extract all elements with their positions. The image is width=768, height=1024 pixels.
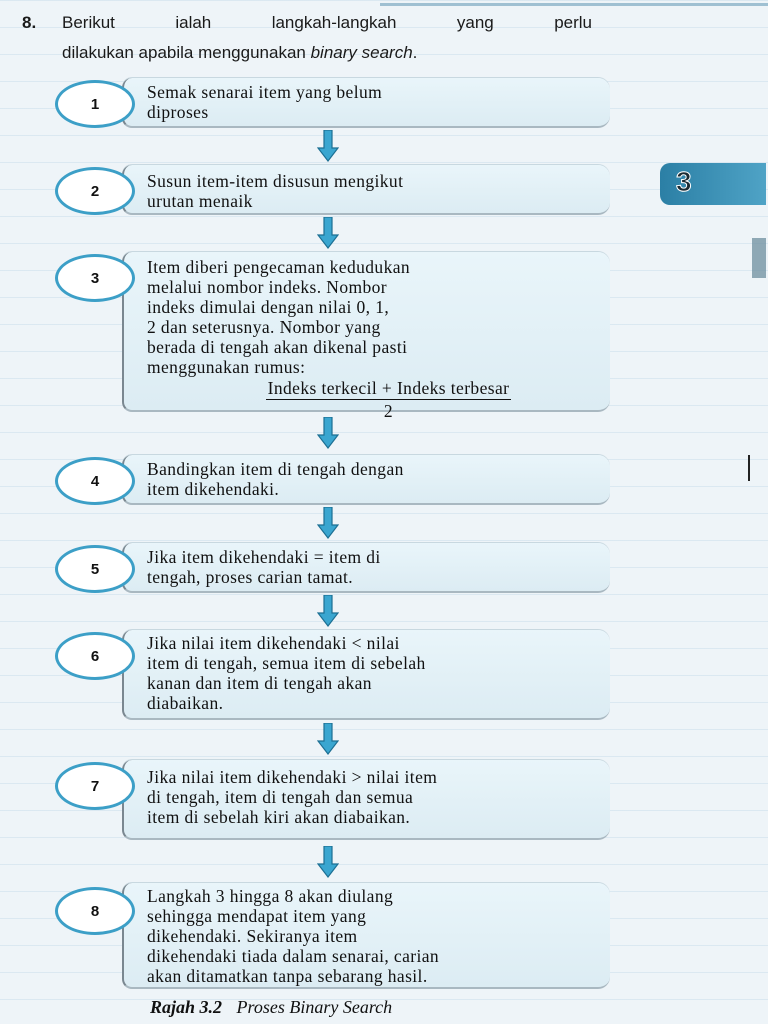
step-line: dikehendaki. Sekiranya item bbox=[147, 926, 358, 946]
down-arrow-icon bbox=[317, 723, 339, 755]
formula bbox=[147, 378, 600, 421]
step-text bbox=[147, 767, 600, 827]
step-number-circle: 6 bbox=[55, 632, 135, 680]
step-number-circle: 7 bbox=[55, 762, 135, 810]
down-arrow-icon bbox=[317, 595, 339, 627]
question-line-2-suffix: . bbox=[412, 43, 418, 62]
step-line: melalui nombor indeks. Nombor bbox=[147, 277, 388, 297]
step-line: Jika item dikehendaki = item di bbox=[147, 547, 381, 567]
step-line: indeks dimulai dengan nilai 0, 1, bbox=[147, 297, 390, 317]
step-line: Item diberi pengecaman kedudukan bbox=[147, 257, 411, 277]
caption-label: Rajah 3.2 bbox=[150, 997, 223, 1017]
step-4 bbox=[55, 455, 610, 505]
question-line-1: Berikut ialah langkah-langkah yang perlu bbox=[62, 13, 592, 32]
step-number-circle: 5 bbox=[55, 545, 135, 593]
step-line: Jika nilai item dikehendaki < nilai bbox=[147, 633, 400, 653]
step-text bbox=[147, 459, 600, 499]
step-text bbox=[147, 547, 600, 587]
step-line: dikehendaki tiada dalam senarai, carian bbox=[147, 946, 440, 966]
step-line: 2 dan seterusnya. Nombor yang bbox=[147, 317, 381, 337]
side-bar bbox=[752, 238, 766, 278]
step-line: kanan dan item di tengah akan bbox=[147, 673, 372, 693]
step-number-circle: 2 bbox=[55, 167, 135, 215]
step-line: Jika nilai item dikehendaki > nilai item bbox=[147, 767, 438, 787]
step-line: item di sebelah kiri akan diabaikan. bbox=[147, 807, 411, 827]
step-line: tengah, proses carian tamat. bbox=[147, 567, 354, 587]
question-line-2 bbox=[22, 38, 592, 68]
step-line: sehingga mendapat item yang bbox=[147, 906, 367, 926]
chapter-number: 3 bbox=[676, 166, 692, 197]
down-arrow-icon bbox=[317, 417, 339, 449]
step-line: urutan menaik bbox=[147, 191, 253, 211]
step-line: Semak senarai item yang belum bbox=[147, 82, 383, 102]
step-line: diabaikan. bbox=[147, 693, 224, 713]
step-line: menggunakan rumus: bbox=[147, 357, 306, 377]
step-number-circle: 1 bbox=[55, 80, 135, 128]
question-line-2-prefix: dilakukan apabila menggunakan bbox=[62, 43, 306, 62]
step-number-circle: 4 bbox=[55, 457, 135, 505]
step-5 bbox=[55, 543, 610, 593]
figure-caption bbox=[150, 997, 392, 1018]
question-number: 8. bbox=[22, 13, 37, 32]
step-line: Bandingkan item di tengah dengan bbox=[147, 459, 404, 479]
step-line: berada di tengah akan dikenal pasti bbox=[147, 337, 408, 357]
step-line: diproses bbox=[147, 102, 209, 122]
question-line-2-italic: binary search bbox=[310, 43, 413, 62]
step-3 bbox=[55, 252, 610, 421]
side-mark bbox=[748, 455, 750, 481]
step-2 bbox=[55, 165, 610, 215]
top-rule bbox=[380, 3, 768, 6]
down-arrow-icon bbox=[317, 130, 339, 162]
question-header bbox=[22, 8, 592, 68]
step-text bbox=[147, 171, 600, 211]
step-text bbox=[147, 257, 600, 421]
step-line: item dikehendaki. bbox=[147, 479, 280, 499]
step-text bbox=[147, 886, 600, 986]
down-arrow-icon bbox=[317, 507, 339, 539]
step-number-circle: 3 bbox=[55, 254, 135, 302]
caption-title: Proses Binary Search bbox=[236, 997, 393, 1017]
down-arrow-icon bbox=[317, 846, 339, 878]
step-7 bbox=[55, 760, 610, 840]
step-text bbox=[147, 82, 600, 122]
formula-denominator: 2 bbox=[383, 401, 394, 421]
step-6 bbox=[55, 630, 610, 720]
step-line: di tengah, item di tengah dan semua bbox=[147, 787, 414, 807]
formula-numerator: Indeks terkecil + Indeks terbesar bbox=[267, 378, 510, 398]
step-line: akan ditamatkan tanpa sebarang hasil. bbox=[147, 966, 428, 986]
step-line: item di tengah, semua item di sebelah bbox=[147, 653, 426, 673]
step-line: Langkah 3 hingga 8 akan diulang bbox=[147, 886, 394, 906]
step-1 bbox=[55, 78, 610, 128]
step-text bbox=[147, 633, 600, 713]
step-8 bbox=[55, 883, 610, 989]
down-arrow-icon bbox=[317, 217, 339, 249]
step-line: Susun item-item disusun mengikut bbox=[147, 171, 404, 191]
step-number-circle: 8 bbox=[55, 887, 135, 935]
